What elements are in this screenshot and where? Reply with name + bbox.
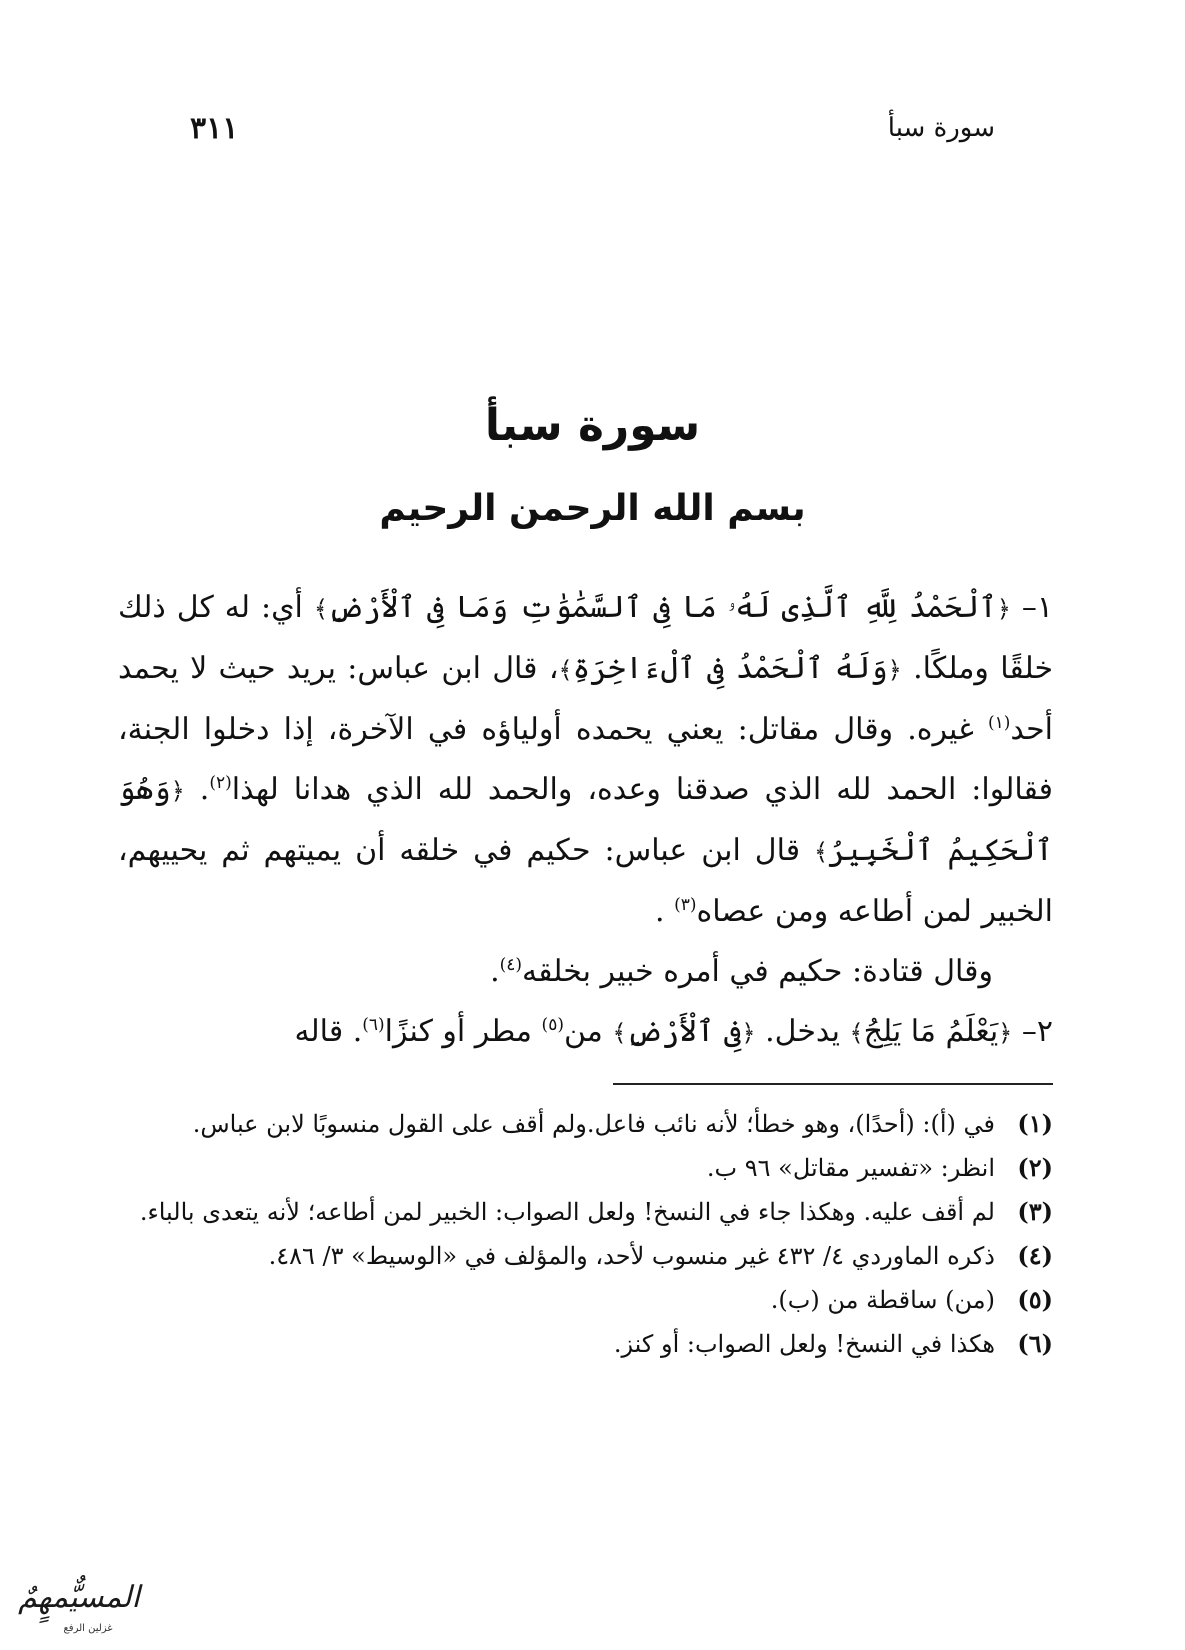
- footnote-number: (٥): [1017, 1285, 1053, 1314]
- footnote-number: (٣): [1017, 1197, 1053, 1226]
- watermark-main-text: المسيٌّمهٍمٌ: [18, 1580, 140, 1615]
- commentary-text: مطر أو كنزًا: [384, 1014, 542, 1049]
- surah-title: سورة سبأ: [484, 400, 701, 451]
- ornate-bracket-close: ﴾: [612, 1019, 627, 1047]
- footnote-item: [118, 1190, 1053, 1234]
- basmala: بسم الله الرحمن الرحيم: [379, 488, 806, 529]
- commentary-text: .: [655, 894, 675, 929]
- commentary-text: . قاله: [294, 1014, 363, 1049]
- footnote-text: لم أقف عليه. وهكذا جاء في النسخ! ولعل الصواب: الخبير لمن أطاعه؛ لأنه يتعدى بالباء.: [139, 1198, 995, 1226]
- commentary-text: قال ابن عباس: حكيم في خلقه أن يميتهم ثم يحييهم، الخبير لمن أطاعه ومن عصاه: [118, 833, 1053, 929]
- footnote-marker: (٢): [209, 773, 232, 793]
- footnote-number: (١): [1017, 1109, 1053, 1138]
- main-text: [118, 578, 1053, 1063]
- quran-quote: يَعْلَمُ مَا يَلِجُ: [863, 1014, 999, 1049]
- footnotes: [118, 1102, 1053, 1366]
- footnote-divider: [613, 1083, 1053, 1085]
- commentary-text: أي: له كل ذلك خلقًا وملكًا.: [118, 590, 1053, 686]
- commentary-text: من: [563, 1014, 613, 1049]
- footnote-text: في (أ): (أحدًا)، وهو خطأ؛ لأنه نائب فاعل.ولم أقف على القول منسوبًا لابن عباس.: [192, 1110, 995, 1138]
- paragraph-verse-2: [118, 1002, 1053, 1063]
- commentary-text: يدخل.: [755, 1014, 850, 1049]
- footnote-item: [118, 1322, 1053, 1366]
- footnote-marker: (١): [987, 713, 1011, 733]
- footnote-number: (٢): [1017, 1153, 1053, 1182]
- paragraph-verse-1: [118, 578, 1053, 942]
- footnote-marker: (٥): [541, 1015, 564, 1035]
- page-number: ٣١١: [190, 110, 239, 146]
- footnote-item: [118, 1102, 1053, 1146]
- paragraph-qatada: [118, 942, 1053, 1002]
- footnote-text: ذكره الماوردي ٤/ ٤٣٢ غير منسوب لأحد، والمؤلف في «الوسيط» ٣/ ٤٨٦.: [268, 1242, 995, 1270]
- ornate-bracket-close: ﴾: [814, 838, 829, 866]
- watermark-small-text: غزلين الرفع: [63, 1623, 113, 1634]
- verse-number: ١–: [1010, 590, 1054, 625]
- footnote-text: (من) ساقطة من (ب).: [770, 1286, 995, 1314]
- footnote-number: (٤): [1017, 1241, 1053, 1270]
- ornate-bracket-open: ﴿: [998, 1019, 1013, 1047]
- ornate-bracket-open: ﴿: [887, 656, 902, 684]
- footnote-item: [118, 1146, 1053, 1190]
- commentary-text: .: [184, 772, 210, 807]
- ornate-bracket-open: ﴿: [170, 777, 185, 805]
- running-title: سورة سبأ: [887, 113, 995, 143]
- footnote-text: انظر: «تفسير مقاتل» ٩٦ ب.: [706, 1154, 995, 1182]
- verse-number: ٢–: [1012, 1014, 1053, 1049]
- ornate-bracket-open: ﴿: [741, 1019, 756, 1047]
- quran-quote: وَهُوَ ٱلْحَكِيمُ ٱلْخَبِيرُ: [118, 772, 1053, 868]
- footnote-marker: (٤): [499, 955, 523, 975]
- commentary-text: .: [490, 954, 500, 989]
- ornate-bracket-open: ﴿: [996, 595, 1011, 623]
- footnote-number: (٦): [1017, 1329, 1053, 1358]
- commentary-text: غيره. وقال مقاتل: يعني يحمده أولياؤه في الآخرة، إذا دخلوا الجنة، فقالوا: الحمد لله الذي صدقنا وعده، والحمد لله الذي هدانا لهذا: [118, 712, 1053, 807]
- footnote-marker: (٣): [674, 895, 697, 915]
- quran-quote: وَلَهُ ٱلْحَمْدُ فِى ٱلْءَاخِرَةِ: [572, 651, 888, 686]
- quran-quote: فِى ٱلْأَرْضِ: [626, 1014, 742, 1049]
- footnote-item: [118, 1278, 1053, 1322]
- footnote-text: هكذا في النسخ! ولعل الصواب: أو كنز.: [613, 1330, 995, 1358]
- ornate-bracket-close: ﴾: [849, 1019, 864, 1047]
- ornate-bracket-close: ﴾: [558, 656, 573, 684]
- footnote-item: [118, 1234, 1053, 1278]
- ornate-bracket-close: ﴾: [313, 595, 328, 623]
- commentary-text: ، قال ابن عباس: يريد حيث لا يحمد أحد: [118, 651, 1053, 747]
- quran-quote: ٱلْحَمْدُ لِلَّهِ ٱلَّذِى لَهُۥ مَا فِى ٱلسَّمَٰوَٰتِ وَمَا فِى ٱلْأَرْضِ: [327, 590, 997, 625]
- commentary-text: وقال قتادة: حكيم في أمره خبير بخلقه: [522, 954, 993, 989]
- watermark-logo: [10, 1565, 148, 1641]
- footnote-marker: (٦): [362, 1015, 385, 1035]
- running-header: [190, 108, 995, 148]
